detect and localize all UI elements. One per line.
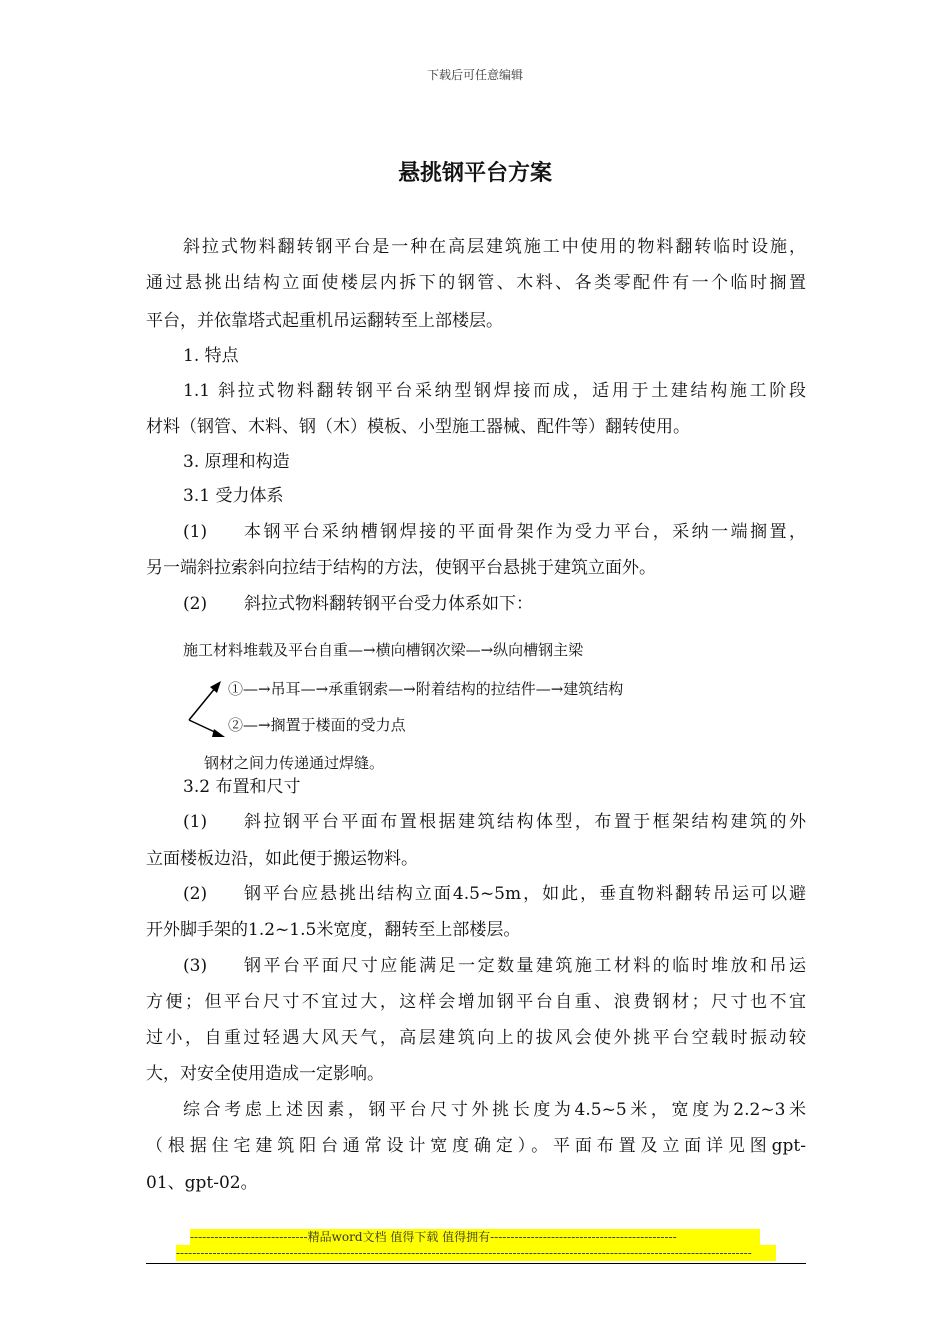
item-text: 过小，自重过轻遇大风天气，高层建筑向上的拔风会使外挑平台空载时振动较 <box>146 1028 806 1048</box>
item-text: 另一端斜拉索斜向拉结于结构的方法，使钢平台悬挑于建筑立面外。 <box>146 558 656 578</box>
section-1-1-line-2: 材料（钢管、木料、钢（木）模板、小型施工器械、配件等）翻转使用。 <box>146 417 690 437</box>
item-number: (2) <box>183 884 208 904</box>
section-3-heading: 3. 原理和构造 <box>183 452 290 472</box>
conclusion-line-1: 综合考虑上述因素，钢平台尺寸外挑长度为4.5~5米，宽度为2.2~3米 <box>183 1100 806 1120</box>
item-text: 立面楼板边沿，如此便于搬运物料。 <box>146 849 418 869</box>
intro-line-1: 斜拉式物料翻转钢平台是一种在高层建筑施工中使用的物料翻转临时设施， <box>183 237 806 257</box>
item-number: (3) <box>183 956 208 976</box>
section-3-1-heading: 3.1 受力体系 <box>183 486 284 506</box>
item-text: 开外脚手架的1.2~1.5米宽度，翻转至上部楼层。 <box>146 920 521 940</box>
diagram-line-2: ①—→吊耳—→承重钢索—→附着结构的拉结件—→建筑结构 <box>228 680 624 698</box>
intro-line-3: 平台，并依靠塔式起重机吊运翻转至上部楼层。 <box>146 311 503 331</box>
diagram-line-3: ②—→搁置于楼面的受力点 <box>228 716 406 734</box>
item-text: 钢平台应悬挑出结构立面4.5~5m，如此，垂直物料翻转吊运可以避 <box>244 884 806 904</box>
page-header: 下载后可任意编辑 <box>426 68 523 82</box>
branch-arrows-icon <box>185 672 230 742</box>
item-number: (1) <box>183 812 208 832</box>
footer-rule <box>146 1263 806 1264</box>
conclusion-line-3: 01、gpt-02。 <box>146 1173 258 1193</box>
item-number: (2) <box>183 594 208 614</box>
diagram-line-4: 钢材之间力传递通过焊缝。 <box>204 754 385 772</box>
footer-dashes: ---------------------------------------------------------------------------------------------------------------------------------------------- <box>176 1245 776 1261</box>
section-3-2-heading: 3.2 布置和尺寸 <box>183 777 301 797</box>
item-text: 斜拉钢平台平面布置根据建筑结构体型，布置于框架结构建筑的外 <box>244 812 806 832</box>
section-1-heading: 1. 特点 <box>183 346 239 366</box>
item-text: 钢平台平面尺寸应能满足一定数量建筑施工材料的临时堆放和吊运 <box>244 956 806 976</box>
item-text: 本钢平台采纳槽钢焊接的平面骨架作为受力平台，采纳一端搁置， <box>244 522 806 542</box>
footer-banner: -----------------------------精品word文档 值得下载 值得拥有---------------------------------------------- <box>190 1229 760 1245</box>
item-number: (1) <box>183 522 208 542</box>
section-1-1-line-1: 1.1 斜拉式物料翻转钢平台采纳型钢焊接而成，适用于土建结构施工阶段 <box>183 381 806 401</box>
item-text: 方便；但平台尺寸不宜过大，这样会增加钢平台自重、浪费钢材；尺寸也不宜 <box>146 992 806 1012</box>
conclusion-line-2: （根据住宅建筑阳台通常设计宽度确定）。平面布置及立面详见图gpt- <box>146 1136 806 1156</box>
diagram-line-1: 施工材料堆载及平台自重—→横向槽钢次梁—→纵向槽钢主梁 <box>183 641 584 659</box>
document-title: 悬挑钢平台方案 <box>397 160 552 186</box>
item-text: 斜拉式物料翻转钢平台受力体系如下： <box>244 594 533 614</box>
intro-line-2: 通过悬挑出结构立面使楼层内拆下的钢管、木料、各类零配件有一个临时搁置 <box>146 273 806 293</box>
item-text: 大，对安全使用造成一定影响。 <box>146 1064 384 1084</box>
